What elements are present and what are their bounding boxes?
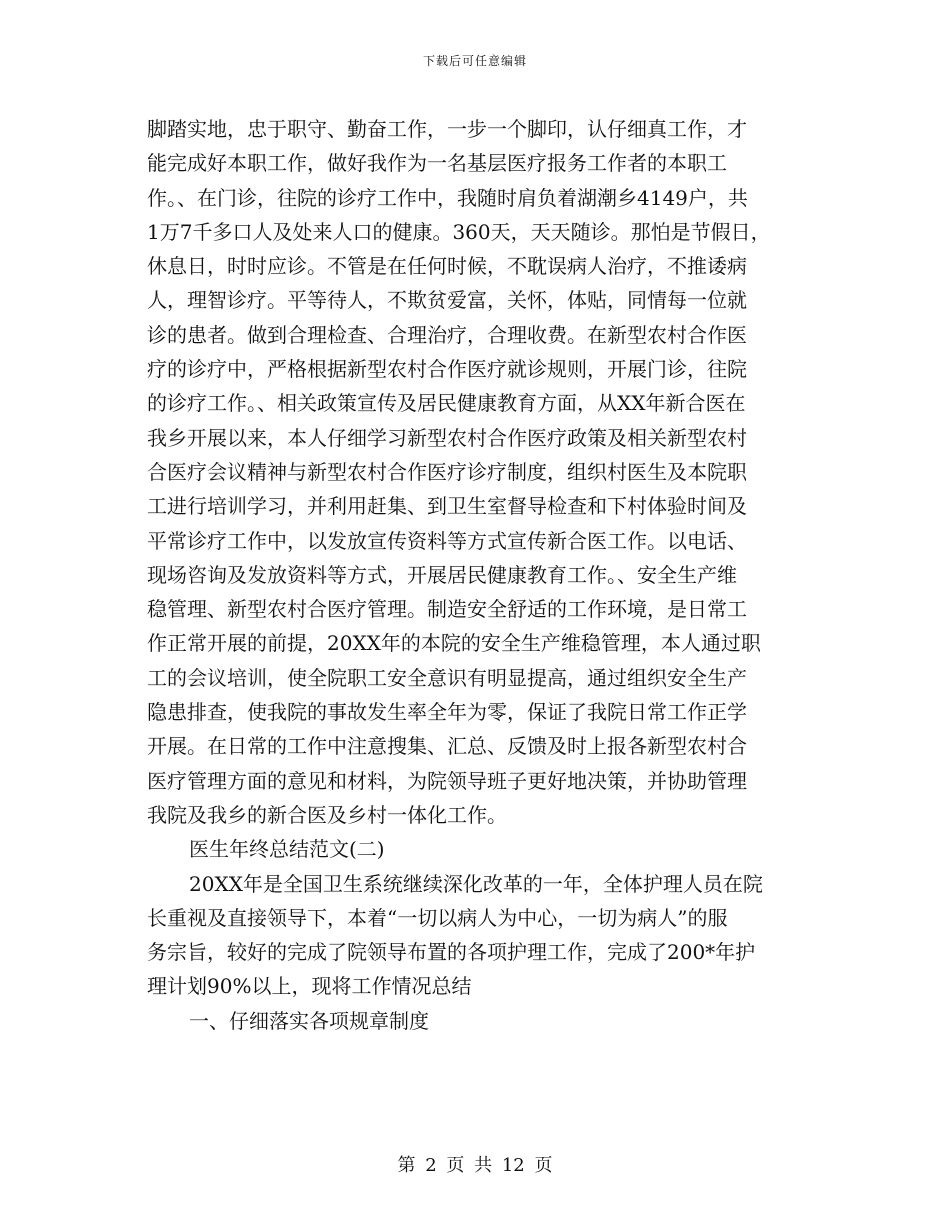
text-line: 理计划90%以上，现将工作情况总结 <box>147 974 472 999</box>
text-line: 合医疗会议精神与新型农村合作医疗诊疗制度，组织村医生及本院职 <box>147 459 747 484</box>
text-line: 工进行培训学习，并利用赶集、到卫生室督导检查和下村体验时间及 <box>147 494 747 519</box>
text-line: 稳管理、新型农村合医疗管理。制造安全舒适的工作环境，是日常工 <box>147 597 747 622</box>
text-line: 开展。在日常的工作中注意搜集、汇总、反馈及时上报各新型农村合 <box>147 734 747 759</box>
text-line: 休息日，时时应诊。不管是在任何时候，不耽误病人治疗，不推诿病 <box>147 254 747 279</box>
text-line: 作。、在门诊，往院的诊疗工作中，我随时肩负着湖潮乡4149户，共 <box>147 185 748 210</box>
text-line: 1万7千多口人及处来人口的健康。360天，天天随诊。那怕是节假日， <box>147 219 771 244</box>
text-line: 作正常开展的前提，20XX年的本院的安全生产维稳管理，本人通过职 <box>147 631 761 656</box>
text-line: 医疗管理方面的意见和材料，为院领导班子更好地决策，并协助管理 <box>147 768 747 793</box>
section-title: 医生年终总结范文(二) <box>189 837 385 862</box>
page-header-note: 下载后可任意编辑 <box>422 54 527 68</box>
text-line: 能完成好本职工作，做好我作为一名基层医疗报务工作者的本职工 <box>147 151 727 176</box>
page-number: 第 2 页 共 12 页 <box>397 1155 553 1176</box>
text-line: 现场咨询及发放资料等方式，开展居民健康教育工作。、安全生产维 <box>147 562 737 587</box>
subheading: 一、仔细落实各项规章制度 <box>189 1008 429 1033</box>
text-line: 务宗旨，较好的完成了院领导布置的各项护理工作，完成了200*年护 <box>147 940 756 965</box>
text-line: 脚踏实地，忠于职守、勤奋工作，一步一个脚印，认仔细真工作，才 <box>147 117 747 141</box>
text-line: 工的会议培训，使全院职工安全意识有明显提高，通过组织安全生产 <box>147 665 747 690</box>
text-line: 疗的诊疗中，严格根据新型农村合作医疗就诊规则，开展门诊，往院 <box>147 357 747 382</box>
text-line: 我乡开展以来，本人仔细学习新型农村合作医疗政策及相关新型农村 <box>147 425 747 450</box>
text-line: 我院及我乡的新合医及乡村一体化工作。 <box>147 802 507 827</box>
text-line: 20XX年是全国卫生系统继续深化改革的一年，全体护理人员在院 <box>189 871 763 896</box>
text-line: 平常诊疗工作中，以发放宣传资料等方式宣传新合医工作。以电话、 <box>147 528 747 553</box>
document-body <box>147 112 807 1038</box>
text-line: 诊的患者。做到合理检查、合理治疗，合理收费。在新型农村合作医 <box>147 322 747 347</box>
text-line: 的诊疗工作。、相关政策宣传及居民健康教育方面，从XX年新合医在 <box>147 391 746 416</box>
text-line: 长重视及直接领导下，本着“一切以病人为中心，一切为病人”的服 <box>147 905 728 930</box>
text-line: 隐患排查，使我院的事故发生率全年为零，保证了我院日常工作正学 <box>147 700 747 725</box>
text-line: 人，理智诊疗。平等待人，不欺贫爱富，关怀，体贴，同情每一位就 <box>147 288 747 313</box>
